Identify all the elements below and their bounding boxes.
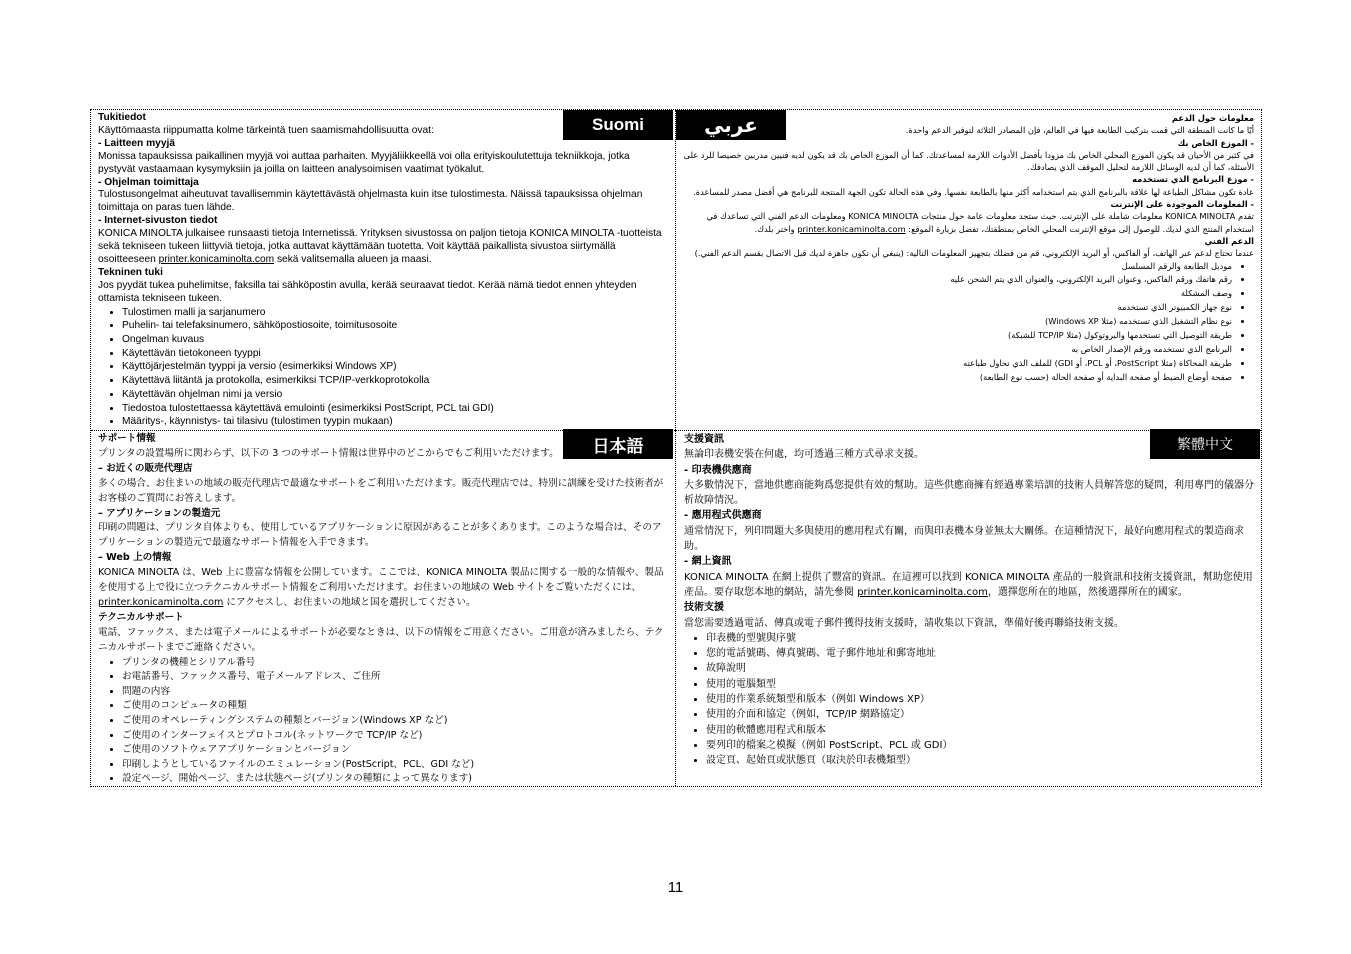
application-text: 印刷の問題は、プリンタ自体よりも、使用しているアプリケーションに原因があることが多くあります。このような場合は、そのアプリケーションの製造元で最適なサポート情報を入手できます。 bbox=[98, 522, 662, 549]
list-item: • 問題の内容 bbox=[122, 685, 669, 700]
dealer-heading: - Laitteen myyjä bbox=[98, 137, 175, 149]
list-item: • Ongelman kuvaus bbox=[122, 333, 669, 347]
list-item: • 使用的作業系統類型和版本（例如 Windows XP） bbox=[706, 692, 1255, 707]
list-item: • ご使用のコンピュータの種類 bbox=[122, 699, 669, 714]
website-link[interactable]: printer.konicaminolta.com bbox=[797, 223, 906, 234]
list-item: • プリンタの機種とシリアル番号 bbox=[122, 656, 669, 671]
list-item: • نوع نظام التشغيل الذي تستخدمه (مثلا Windows XP) bbox=[682, 315, 1232, 329]
application-heading: - موزع البرنامج الذي تستخدمه bbox=[1132, 174, 1254, 185]
section-title: サポート情報 bbox=[98, 433, 156, 444]
web-heading: - المعلومات الموجودة على الإنترنت bbox=[1110, 199, 1254, 210]
section-japanese bbox=[91, 430, 675, 786]
list-item: • ご使用のインターフェイスとプロトコル(ネットワークで TCP/IP など) bbox=[122, 729, 669, 744]
list-item: • صفحة أوضاع الضبط أو صفحة البداية أو صفحة الحالة (حسب نوع الطابعة) bbox=[682, 371, 1232, 385]
list-item: • وصف المشكلة bbox=[682, 287, 1232, 301]
dealer-text: 多くの場合、お住まいの地域の販売代理店で最適なサポートをご利用いただけます。販売代理店では、特別に訓練を受けた技術者がお客様のご質問にお答えします。 bbox=[98, 477, 664, 504]
list-item: • نوع جهاز الكمبيوتر الذي تستخدمه bbox=[682, 301, 1232, 315]
web-text-start: KONICA MINOLTA julkaisee runsaasti tietoja Internetissä. Yrityksen sivustossa on paljon tietoja KONICA MINOLTA -tuotteista sekä tekniseen tukeen liittyviä tietoja, jotka auttavat käyttämään tuotetta. Voit käyttää paikallista sivustoa siirtymällä osoitteeseen bbox=[98, 228, 662, 265]
section-arabic bbox=[675, 110, 1261, 430]
list-item: • Tulostimen malli ja sarjanumero bbox=[122, 306, 669, 320]
list-item: • Käytettävän ohjelman nimi ja versio bbox=[122, 388, 669, 402]
technical-support-text: 電話、ファックス、または電子メールによるサポートが必要なときは、以下の情報をご用意ください。ご用意が済みましたら、テクニカルサポートまでご連絡ください。 bbox=[98, 626, 664, 653]
web-heading: - Internet-sivuston tiedot bbox=[98, 215, 218, 227]
web-heading: – Web 上の情報 bbox=[98, 552, 172, 564]
section-traditional-chinese bbox=[675, 430, 1261, 786]
list-item: • طريقة التوصيل التي تستخدمها والبروتوكول (مثلا TCP/IP للشبكة) bbox=[682, 329, 1232, 343]
list-item: • البرنامج الذي تستخدمه ورقم الإصدار الخاص به bbox=[682, 343, 1232, 357]
info-list bbox=[682, 260, 1254, 385]
application-text: 通常情況下，列印問題大多與使用的應用程式有關，而與印表機本身並無太大關係。在這種情況下，最好向應用程式的製造商求助。 bbox=[684, 525, 1244, 553]
list-item: • Puhelin- tai telefaksinumero, sähköpostiosoite, toimitusosoite bbox=[122, 319, 669, 333]
support-grid bbox=[90, 109, 1262, 787]
web-heading: - 網上資訊 bbox=[684, 556, 732, 568]
dealer-text: Monissa tapauksissa paikallinen myyjä voi auttaa parhaiten. Myyjäliikkeellä voi olla erityiskoulutettuja tekniikkoja, jotka pystyvät vastaamaan kysymyksiin ja joilla on laitteen analysoimisen vaatimat työkalut. bbox=[98, 150, 630, 175]
list-item: • طريقة المحاكاة (مثلا PostScript، أو PCL، أو GDI) للملف الذي تحاول طباعته bbox=[682, 357, 1232, 371]
technical-support-heading: 技術支援 bbox=[684, 602, 724, 614]
section-title: معلومات حول الدعم bbox=[1171, 113, 1254, 123]
language-tab-traditional-chinese: 繁體中文 bbox=[1150, 429, 1260, 459]
dealer-text: في كثير من الأحيان قد يكون الموزع المحلي الخاص بك مزودا بأفضل الأدوات اللازمة لمساعدتك. كما أن الموزع الخاص بك قد يكون لديه فنيين مدربين خصيصا للرد على الأسئلة، كما أن لديه الوسائل اللازمة لتحليل الموقف الذي يصادفك. bbox=[683, 149, 1254, 173]
list-item: • 印刷しようとしているファイルのエミュレーション(PostScript、PCL、GDI など) bbox=[122, 758, 669, 773]
dealer-text: 大多數情況下，當地供應商能夠爲您提供有效的幫助。這些供應商擁有經過專業培訓的技術人員解答您的疑問，利用專門的儀器分析故障情況。 bbox=[684, 479, 1254, 507]
info-list bbox=[684, 631, 1255, 769]
list-item: • お電話番号、ファックス番号、電子メールアドレス、ご住所 bbox=[122, 670, 669, 685]
section-finnish bbox=[91, 110, 675, 430]
website-link[interactable]: printer.konicaminolta.com bbox=[98, 596, 224, 608]
list-item: • 印表機的型號與序號 bbox=[706, 631, 1255, 646]
list-item: • رقم هاتفك ورقم الفاكس، وعنوان البريد الإلكتروني، والعنوان الذي يتم الشحن عليه bbox=[682, 273, 1232, 287]
website-link[interactable]: printer.konicaminolta.com bbox=[158, 253, 275, 265]
application-heading: - Ohjelman toimittaja bbox=[98, 176, 199, 188]
web-text bbox=[684, 570, 1255, 601]
web-text-start: KONICA MINOLTA は、Web 上に豊富な情報を公開しています。ここでは、KONICA MINOLTA 製品に関する一般的な情報や、製品を使用する上で役に立つテクニカルサポート情報をご利用いただけます。お住まいの地域の Web サイトをご覧いただくには、 bbox=[98, 567, 664, 594]
list-item: • Käyttöjärjestelmän tyyppi ja versio (esimerkiksi Windows XP) bbox=[122, 360, 669, 374]
dealer-heading: - 印表機供應商 bbox=[684, 464, 752, 476]
web-text bbox=[682, 210, 1254, 235]
language-tab-japanese: 日本語 bbox=[563, 429, 673, 459]
application-heading: - 應用程式供應商 bbox=[684, 510, 762, 522]
language-tab-finnish: Suomi bbox=[563, 110, 673, 140]
intro-text: أيًا ما كانت المنطقة التي قمت بتركيب الطابعة فيها في العالم، فإن المصادر الثلاثة لتوفير الدعم واحدة. bbox=[905, 125, 1254, 136]
list-item: • 故障說明 bbox=[706, 661, 1255, 676]
website-link[interactable]: printer.konicaminolta.com bbox=[857, 586, 988, 598]
technical-support-heading: الدعم الفني bbox=[1204, 235, 1254, 246]
language-tab-arabic: عربي bbox=[676, 110, 786, 140]
list-item: • Käytettävän tietokoneen tyyppi bbox=[122, 347, 669, 361]
list-item: • 要列印的檔案之模擬（例如 PostScript、PCL 或 GDI） bbox=[706, 738, 1255, 753]
section-title: Tukitiedot bbox=[98, 112, 146, 123]
list-item: • موديل الطابعة والرقم المسلسل bbox=[682, 260, 1232, 274]
web-text-end: واختر بلدك. bbox=[754, 223, 798, 234]
info-list bbox=[98, 306, 669, 429]
application-text: Tulostusongelmat aiheutuvat tavallisemmin käytettävästä ohjelmasta kuin itse tulostimesta. Näissä tapauksissa ohjelman toimittaja on paras tuen lähde. bbox=[98, 189, 643, 214]
technical-support-text: Jos pyydät tukea puhelimitse, faksilla tai sähköpostin avulla, kerää seuraavat tiedot. Kerää nämä tiedot ennen yhteyden ottamista tekniseen tukeen. bbox=[98, 279, 637, 304]
list-item: • 使用的介面和協定（例如，TCP/IP 網路協定） bbox=[706, 707, 1255, 722]
list-item: • 使用的軟體應用程式和版本 bbox=[706, 723, 1255, 738]
list-item: • 設定頁、起始頁或狀態頁（取決於印表機類型） bbox=[706, 753, 1255, 768]
technical-support-heading: Tekninen tuki bbox=[98, 266, 163, 278]
application-text: عادة تكون مشاكل الطباعة لها علاقة بالبرنامج الذي يتم استخدامه أكثر منها بالطابعة نفسها. وفي هذه الحالة تكون الجهة المنتجة للبرنامج هي أفضل مصدر للمساعدة. bbox=[693, 186, 1254, 197]
application-heading: – アプリケーションの製造元 bbox=[98, 507, 221, 519]
page-number: 11 bbox=[667, 879, 684, 896]
technical-support-text: 當您需要透過電話、傳真或電子郵件獲得技術支援時，請收集以下資訊，準備好後再聯絡技術支援。 bbox=[684, 617, 1124, 629]
list-item: • Tiedostoa tulostettaessa käytettävä emulointi (esimerkiksi PostScript, PCL tai GDI) bbox=[122, 402, 669, 416]
web-text bbox=[98, 566, 669, 611]
list-item: • Käytettävä liitäntä ja protokolla, esimerkiksi TCP/IP-verkkoprotokolla bbox=[122, 374, 669, 388]
list-item: • ご使用のオペレーティングシステムの種類とバージョン(Windows XP など) bbox=[122, 714, 669, 729]
technical-support-text: عندما تحتاج لدعم عبر الهاتف، أو الفاكس، أو البريد الإلكتروني، قم من فضلك بتجهيز المعلومات التالية: (ينبغي أن تكون جاهزة لديك قبل الاتصال بقسم الدعم الفني.) bbox=[694, 248, 1254, 259]
web-text-end: sekä valitsemalla alueen ja maasi. bbox=[274, 253, 432, 265]
intro-text: Käyttömaasta riippumatta kolme tärkeintä tuen saamismahdollisuutta ovat: bbox=[98, 124, 434, 136]
web-text bbox=[98, 228, 669, 267]
list-item: • 您的電話號碼、傳真號碼、電子郵件地址和郵寄地址 bbox=[706, 646, 1255, 661]
web-text-start: KONICA MINOLTA 在網上提供了豐富的資訊。在這裡可以找到 KONICA MINOLTA 產品的一般資訊和技術支援資訊，幫助您使用產品。要存取您本地的網站，請先參閱 bbox=[684, 571, 1253, 598]
list-item: • 設定ページ、開始ページ、または状態ページ(プリンタの種類によって異なります) bbox=[122, 772, 669, 786]
list-item: • Määritys-, käynnistys- tai tilasivu (tulostimen tyypin mukaan) bbox=[122, 415, 669, 429]
intro-text: 無論印表機安裝在何處，均可透過三種方式尋求支援。 bbox=[684, 449, 924, 461]
list-item: • 使用的電腦類型 bbox=[706, 677, 1255, 692]
dealer-heading: - الموزع الخاص بك bbox=[1177, 137, 1254, 148]
intro-text: プリンタの設置場所に関わらず、以下の 3 つのサポート情報は世界中のどこからでもご利用いただけます。 bbox=[98, 447, 559, 459]
web-text-start: تقدم KONICA MINOLTA معلومات شاملة على الإنترنت. حيث ستجد معلومات عامة حول منتجات KONICA MINOLTA ومعلومات الدعم الفني التي تساعدك في استخدام المنتج الذي لديك. للوصول إلى موقع الإنترنت المحلي الخاص بمنطقتك، تفضل بزيارة الموقع: bbox=[706, 211, 1254, 234]
web-text-end: にアクセスし、お住まいの地域と国を選択してください。 bbox=[223, 596, 476, 608]
section-title: 支援資訊 bbox=[684, 434, 724, 445]
web-text-end: ，選擇您所在的地區，然後選擇所在的國家。 bbox=[987, 586, 1188, 598]
info-list bbox=[98, 656, 669, 786]
technical-support-heading: テクニカルサポート bbox=[98, 611, 184, 623]
list-item: • ご使用のソフトウェアアプリケーションとバージョン bbox=[122, 743, 669, 758]
dealer-heading: – お近くの販売代理店 bbox=[98, 462, 193, 474]
